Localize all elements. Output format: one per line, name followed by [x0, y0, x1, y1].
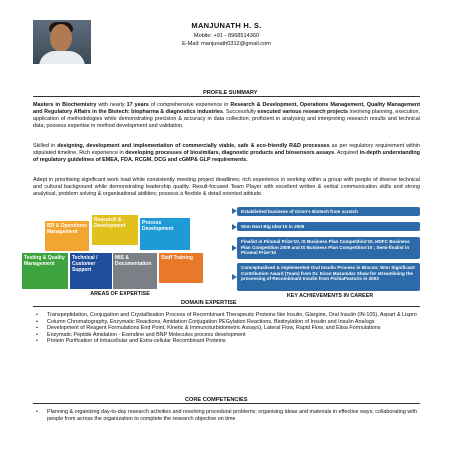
- block-technical-support: Technical / Customer Support: [70, 253, 112, 289]
- text-run: . Successfully: [222, 109, 258, 115]
- text-run: as per regulatory requirement within stipulated timeline. Rich experience in: [33, 143, 420, 156]
- core-competencies-title: CORE COMPETENCIES: [185, 397, 248, 403]
- block-mis-documentation: MIS & Documentation: [113, 253, 157, 289]
- text-run: Skilled in: [33, 143, 58, 149]
- domain-expertise-header: [33, 298, 420, 307]
- core-competencies-list: [33, 409, 420, 422]
- list-item: • Enzymatic Peptide Amidation - Exendine and BNP Molecules process development: [33, 332, 420, 339]
- text-run: with nearly: [96, 102, 127, 108]
- achievement-arrow-4: [232, 274, 237, 280]
- candidate-name: MANJUNATH H. S.: [191, 21, 262, 30]
- core-competencies-header: [33, 395, 420, 404]
- profile-paragraph-1: [33, 102, 420, 130]
- expertise-caption: AREAS OF EXPERTISE: [90, 291, 150, 297]
- text-run: of comprehensive experience in: [148, 102, 231, 108]
- achievement-arrow-3: [232, 245, 237, 251]
- achievement-item-2: Won Next Big Idea'10 in 2009: [237, 222, 420, 231]
- text-run: Research & Development, Operations Management, Quality Management and Regulatory Affairs in the Biotech: biopharma & diagnostics industries: [33, 102, 420, 115]
- achievement-item-4: Conceptualised & implemented Oral Insulin Process in Biocon; Won Significant Contribution Award (Team) from Dr. Kiran Mazumdar Shaw for streamlining the processing of Recombinant Insulin from PichiaPastoris in 2003: [237, 263, 420, 291]
- text-run: in-depth understanding of regulatory guidelines of EMEA, FDA, RCGM, DCG and cGMP& GLP requirements.: [33, 150, 420, 163]
- text-run: designing, development and implementation of commercially viable, safe & eco-friendly R&D processes: [57, 143, 330, 149]
- profile-paragraph-2: [33, 143, 420, 164]
- text-run: executed various research projects: [257, 109, 348, 115]
- list-item: • Development of Reagent Formulations End Point, Kinetic & Immunoturbidometric Assays), Lateral Flow, Rapid Flow, and Elisa Formulations: [33, 325, 420, 332]
- profile-summary-title: PROFILE SUMMARY: [203, 90, 258, 96]
- mobile-number: Mobile: +91 - 8968514360: [193, 33, 260, 39]
- profile-paragraph-3: Adept in prioritising significant work load while consistently meeting project deadlines; rich experience in working within a group with people of diverse technical and cultural background while demonstrating leadership quality. Result-focused Team Player with excellent written & verbal communication skills and strong analytical, problem solving & organisational abilities; possess a flexible & detail oriented attitude.: [33, 177, 420, 197]
- achievement-item-1: Established business of Orion's Biotech from scratch: [237, 207, 420, 216]
- achievement-item-3: Finalist in Piramal Prize'10, IS Business Plan Competition'10, HDFC Business Plan Competition 2009 and IS Business Plan Competition'10 ; Semi-finalist in Piramal Prize'10: [237, 237, 420, 259]
- list-item: • Column Chromatography, Enzymatic Reactions, Amidation Conjugation PEGylation Reactions, Biotinylation of Insulin and Insulin Analogs: [33, 319, 420, 326]
- block-testing-quality: Testing & Quality Management: [22, 253, 68, 289]
- domain-expertise-title: DOMAIN EXPERTISE: [181, 300, 237, 306]
- email-address: E-Mail: manjunath0312@gmail.com: [182, 41, 271, 47]
- block-staff-training: Staff Training: [159, 253, 203, 283]
- text-run: Masters in Biochemistry: [33, 102, 97, 108]
- achievement-arrow-1: [232, 208, 237, 214]
- list-item: • Protein Purification of Intracellular and Extra-cellular Recombinant Proteins: [33, 338, 420, 345]
- text-run: developing processes of biosimilars, diagnostic products and biosensors assays: [125, 150, 335, 156]
- domain-expertise-list: [33, 312, 420, 345]
- list-item: • Transpeptidation, Conjugation and Crystallisation Process of Recombinant Therapeutic Proteins like Insulin, Glargine, Oral Insulin (IN-105), Aspart & Lispro: [33, 312, 420, 319]
- achievement-arrow-2: [232, 224, 237, 230]
- profile-summary-header: [33, 88, 420, 97]
- text-run: . Acquired: [334, 150, 360, 156]
- block-research-development: Research & Development: [92, 215, 138, 245]
- text-run: 17 years: [126, 102, 149, 108]
- photo-shirt: [39, 51, 85, 64]
- achievements-caption: KEY ACHIEVEMENTS IN CAREER: [286, 293, 374, 299]
- text-run: involving planning, execution, application of methodologies while demonstrating precision & accuracy in data collection; proficient in analysing and interpreting research results and technical data; possess expertise in method development and validation.: [33, 109, 420, 129]
- block-process-development: Process Development: [140, 218, 190, 250]
- block-bd-operations: BD & Operations Management: [45, 221, 89, 251]
- list-item: • Planning & organizing day-to-day research activities and resolving procedural problems; organising ideas and materials in effective ways; collaborating with people from across the organization to complete the research objective on time: [33, 409, 420, 422]
